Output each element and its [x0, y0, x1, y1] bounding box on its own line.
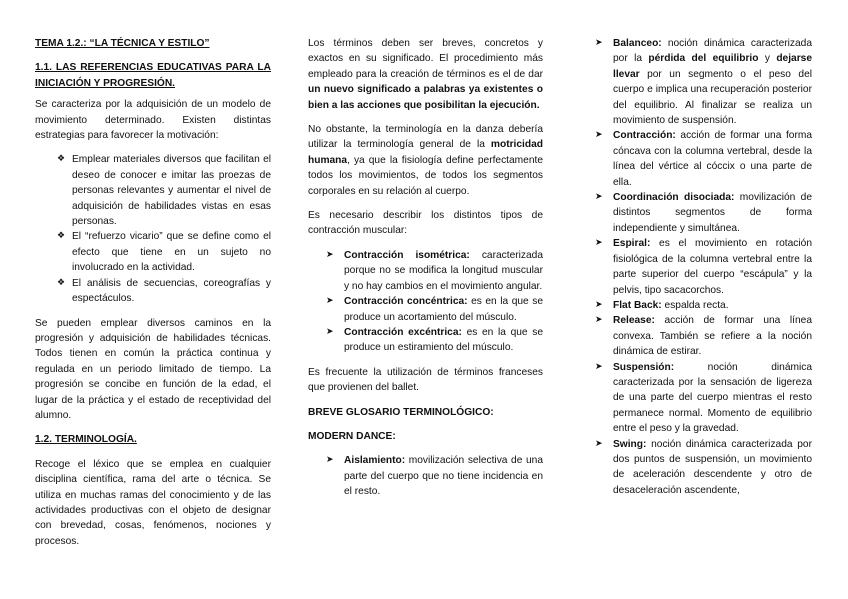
bold-text: dejarse llevar: [613, 53, 812, 80]
column-2: [308, 36, 543, 500]
definition: noción dinámica caracterizada por dos puntos de suspensión, un movimiento de aceleración descendente y otro de desaceleración ascendente,: [613, 438, 812, 496]
definition: movilización selectiva de una parte del cuerpo que no tiene incidencia en el resto.: [344, 455, 543, 498]
glossary-list-continued: [593, 36, 812, 498]
list-item: [593, 437, 812, 499]
list-item: [324, 248, 543, 294]
list-item: [593, 360, 812, 437]
text-run: Los términos deben ser breves, concretos y exactos en su significado. El procedimiento más empleado para la creación de términos es el de dar: [308, 38, 543, 80]
definition: es en la que se produce un estiramiento del músculo.: [344, 326, 544, 354]
term: Contracción excéntrica:: [344, 326, 462, 338]
list-item: [593, 236, 812, 298]
column-1: [35, 36, 271, 549]
modern-dance-heading: MODERN DANCE:: [308, 430, 396, 442]
definition: es en la que se produce un acortamiento del músculo.: [344, 296, 543, 323]
glossary-heading: BREVE GLOSARIO TERMINOLÓGICO:: [308, 406, 494, 418]
paragraph: Se pueden emplear diversos caminos en la progresión y adquisición de habilidades técnicas. Todos tienen en común la práctica continua y regulada en un periodo limitado de tiempo. La progresión se concibe en función de la edad, el lugar de la práctica y el estado de receptividad del alumno.: [35, 317, 271, 421]
list-item: ❖ Emplear materiales diversos que facilitan el deseo de conocer e imitar las proezas de personas relevantes y aumentar el nivel de adquisición de habilidades vistas en esas personas.: [57, 152, 271, 229]
definition: espalda recta.: [661, 299, 729, 311]
term: Contracción concéntrica:: [344, 296, 468, 308]
term: Aislamiento:: [344, 455, 406, 467]
text-run: No obstante, la terminología en la danza debería utilizar la terminología general de la: [308, 124, 543, 151]
paragraph: Es necesario describir los distintos tipos de contracción muscular:: [308, 210, 543, 237]
definition: movilización de distintos segmentos de forma independiente y simultánea.: [613, 192, 812, 234]
list-item: [593, 298, 812, 313]
column-3: [593, 36, 812, 498]
term: Contracción:: [613, 130, 676, 142]
text-run: , ya que la fisiología define perfectamente todos los movimientos, de todos los segmentos corporales en su relación al cuerpo.: [308, 154, 543, 197]
list-item: [324, 294, 543, 325]
term: Swing:: [613, 438, 647, 450]
paragraph: Recoge el léxico que se emplea en cualquier disciplina científica, rama del arte o técnica. Se utiliza en muchas ramas del conocimiento y de las actividades productivas con el objeto de designar con brevedad, cosas, fenómenos, nociones y procesos.: [35, 458, 271, 547]
section-heading-1-1: 1.1. LAS REFERENCIAS EDUCATIVAS PARA LA INICIACIÓN Y PROGRESIÓN.: [35, 62, 271, 89]
glossary-list: [324, 453, 543, 499]
term: Contracción isométrica:: [344, 249, 470, 261]
term: Coordinación disociada:: [613, 192, 735, 204]
definition: noción dinámica caracterizada por la sensación de ligereza de una parte del cuerpo mientras el resto permanece normal. Momento de equilibrio entre el peso y la gravedad.: [613, 361, 812, 435]
definition: caracterizada porque no se modifica la longitud muscular y no hay cambios en el movimiento angular.: [344, 249, 543, 292]
definition: acción de formar una línea convexa. También se refiere a la noción dinámica de estirar.: [613, 315, 812, 358]
bold-text: pérdida del equilibrio: [648, 53, 759, 65]
list-item: [324, 453, 543, 499]
term: Balanceo:: [613, 38, 662, 49]
definition: acción de formar una forma cóncava con la columna vertebral, desde la línea del vértice al cóccix o una parte de ella.: [613, 130, 812, 188]
term: Flat Back:: [613, 299, 662, 311]
term: Espiral:: [613, 238, 651, 250]
bold-text: motricidad humana: [308, 139, 543, 166]
definition: noción dinámica caracterizada por la: [613, 38, 812, 65]
document-title: TEMA 1.2.: “LA TÉCNICA Y ESTILO”: [35, 38, 210, 49]
list-item: [593, 128, 812, 190]
paragraph: Es frecuente la utilización de términos franceses que provienen del ballet.: [308, 366, 543, 394]
paragraph: Se caracteriza por la adquisición de un modelo de movimiento determinado. Existen distintas estrategias para favorecer la motivación:: [35, 99, 271, 142]
term: Release:: [613, 315, 655, 327]
list-item: ❖ El análisis de secuencias, coreografías y espectáculos.: [57, 276, 271, 307]
definition: por un segmento o el peso del cuerpo e implica una recuperación posterior del equilibrio. Al finalizar se realiza un movimiento de suspensión.: [613, 68, 812, 127]
section-heading-1-2: 1.2. TERMINOLOGÍA.: [35, 434, 137, 446]
bold-text: un nuevo significado a palabras ya existentes o bien a las acciones que posibilitan la ejecución.: [308, 84, 543, 111]
definition: y: [758, 53, 777, 65]
list-item: [324, 325, 543, 356]
list-item: [593, 36, 812, 128]
list-item: [593, 190, 812, 236]
strategy-list: [57, 152, 271, 306]
definition: es el movimiento en rotación fisiológica de la columna vertebral entre la parte superior del cuerpo “escápula” y la pelvis, tipo sacacorchos.: [613, 238, 812, 296]
contraction-list: [324, 248, 543, 356]
term: Suspensión:: [613, 361, 675, 373]
list-item: ❖ El “refuerzo vicario” que se define como el efecto que tiene en un sujeto no involucrado en la actividad.: [57, 229, 271, 275]
paragraph: [308, 122, 543, 199]
list-item: [593, 313, 812, 359]
paragraph: [308, 36, 543, 113]
